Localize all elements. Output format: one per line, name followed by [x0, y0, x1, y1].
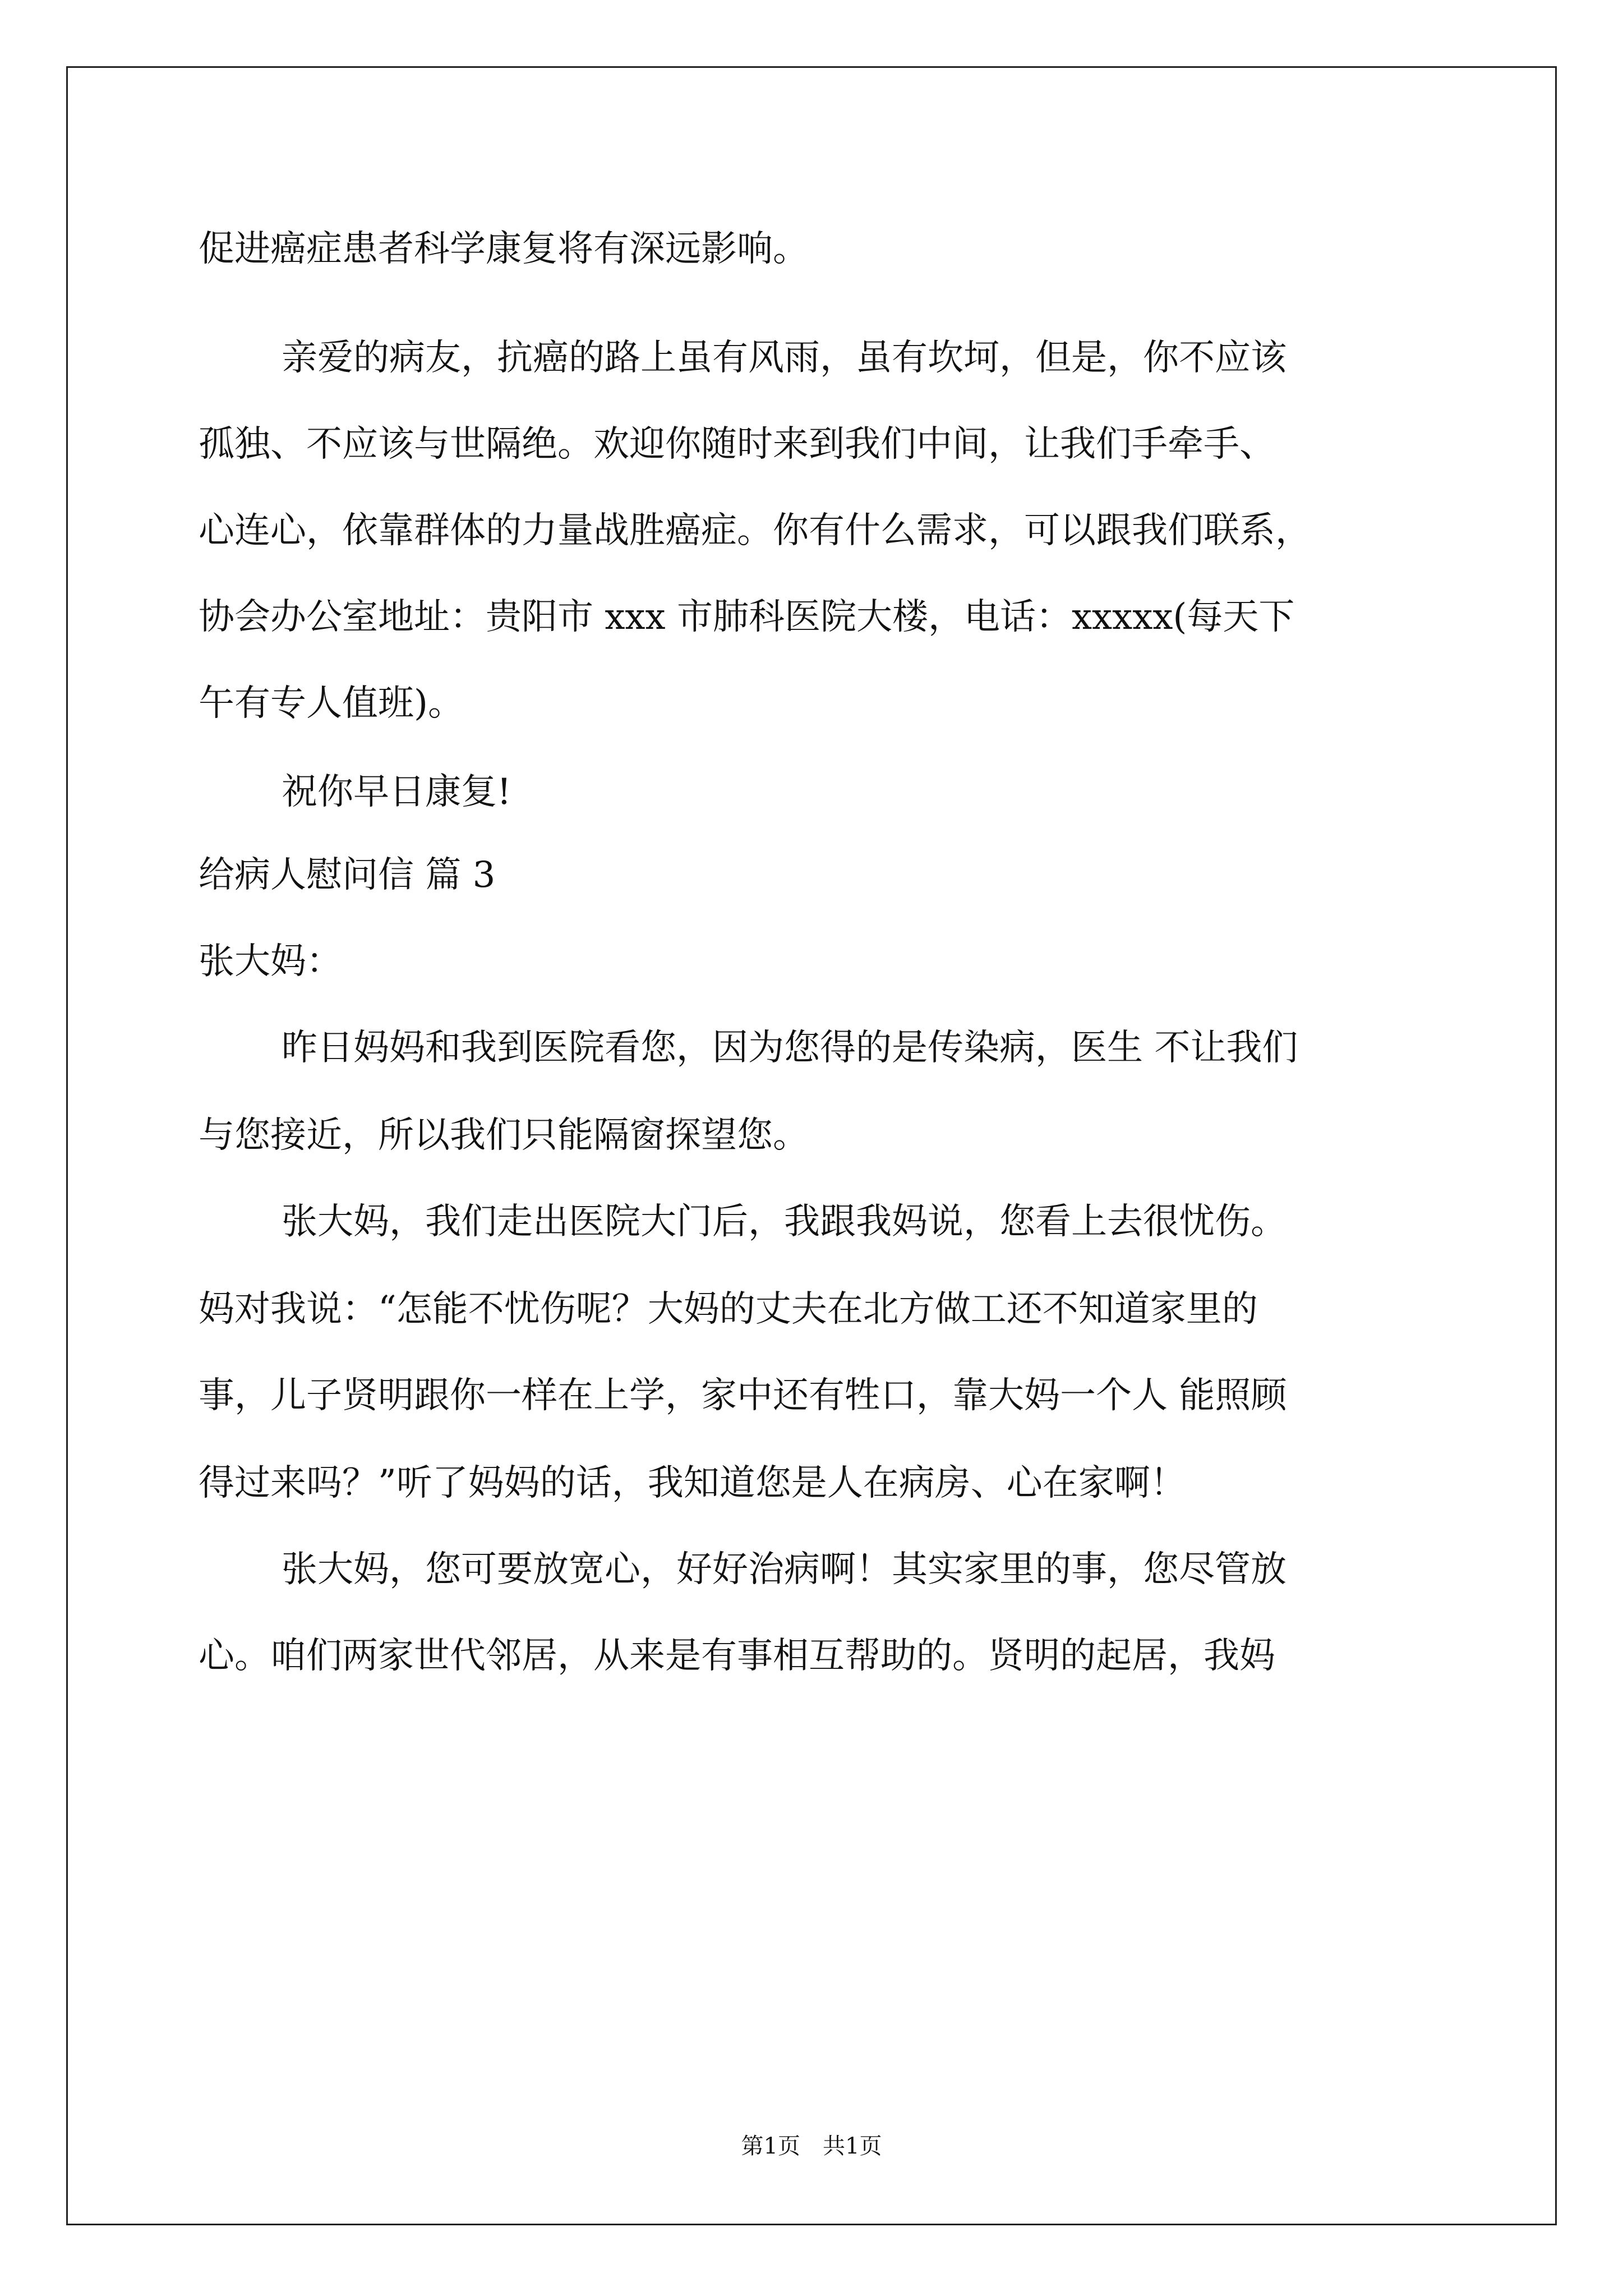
text-line: 心连心，依靠群体的力量战胜癌症。你有什么需求，可以跟我们联系，: [199, 510, 1311, 551]
salutation: 张大妈：: [199, 941, 342, 982]
page-number: 第1页: [741, 2133, 800, 2159]
paragraph-line: 亲爱的病友，抗癌的路上虽有风雨，虽有坎坷，但是，你不应该: [282, 337, 1287, 379]
section-heading: 给病人慰问信 篇 3: [199, 854, 496, 896]
paragraph-line: 张大妈，您可要放宽心，好好治病啊！其实家里的事，您尽管放: [282, 1549, 1287, 1590]
paragraph-line: 张大妈，我们走出医院大门后，我跟我妈说，您看上去很忧伤。: [282, 1201, 1287, 1243]
text-line: 事，儿子贤明跟你一样在上学，家中还有牲口，靠大妈一个人 能照顾: [199, 1375, 1287, 1416]
text-line: 促进癌症患者科学康复将有深远影响。: [199, 228, 809, 270]
paragraph-line: 昨日妈妈和我到医院看您，因为您得的是传染病，医生 不让我们: [282, 1027, 1298, 1069]
text-line: 心。咱们两家世代邻居，从来是有事相互帮助的。贤明的起居，我妈: [199, 1635, 1275, 1677]
page-total: 共1页: [823, 2133, 882, 2159]
page-footer: [0, 2135, 1623, 2157]
text-line: 得过来吗？”听了妈妈的话，我知道您是人在病房、心在家啊！: [199, 1462, 1186, 1504]
text-line: 协会办公室地址：贵阳市 xxx 市肺科医院大楼，电话：xxxxx(每天下: [199, 596, 1295, 638]
text-line: 午有专人值班)。: [199, 683, 464, 724]
closing-line: 祝你早日康复!: [282, 771, 511, 813]
text-line: 与您接近，所以我们只能隔窗探望您。: [199, 1115, 809, 1156]
text-line: 妈对我说：“怎能不忧伤呢？大妈的丈夫在北方做工还不知道家里的: [199, 1289, 1258, 1330]
text-line: 孤独、不应该与世隔绝。欢迎你随时来到我们中间，让我们手牵手、: [199, 424, 1275, 465]
